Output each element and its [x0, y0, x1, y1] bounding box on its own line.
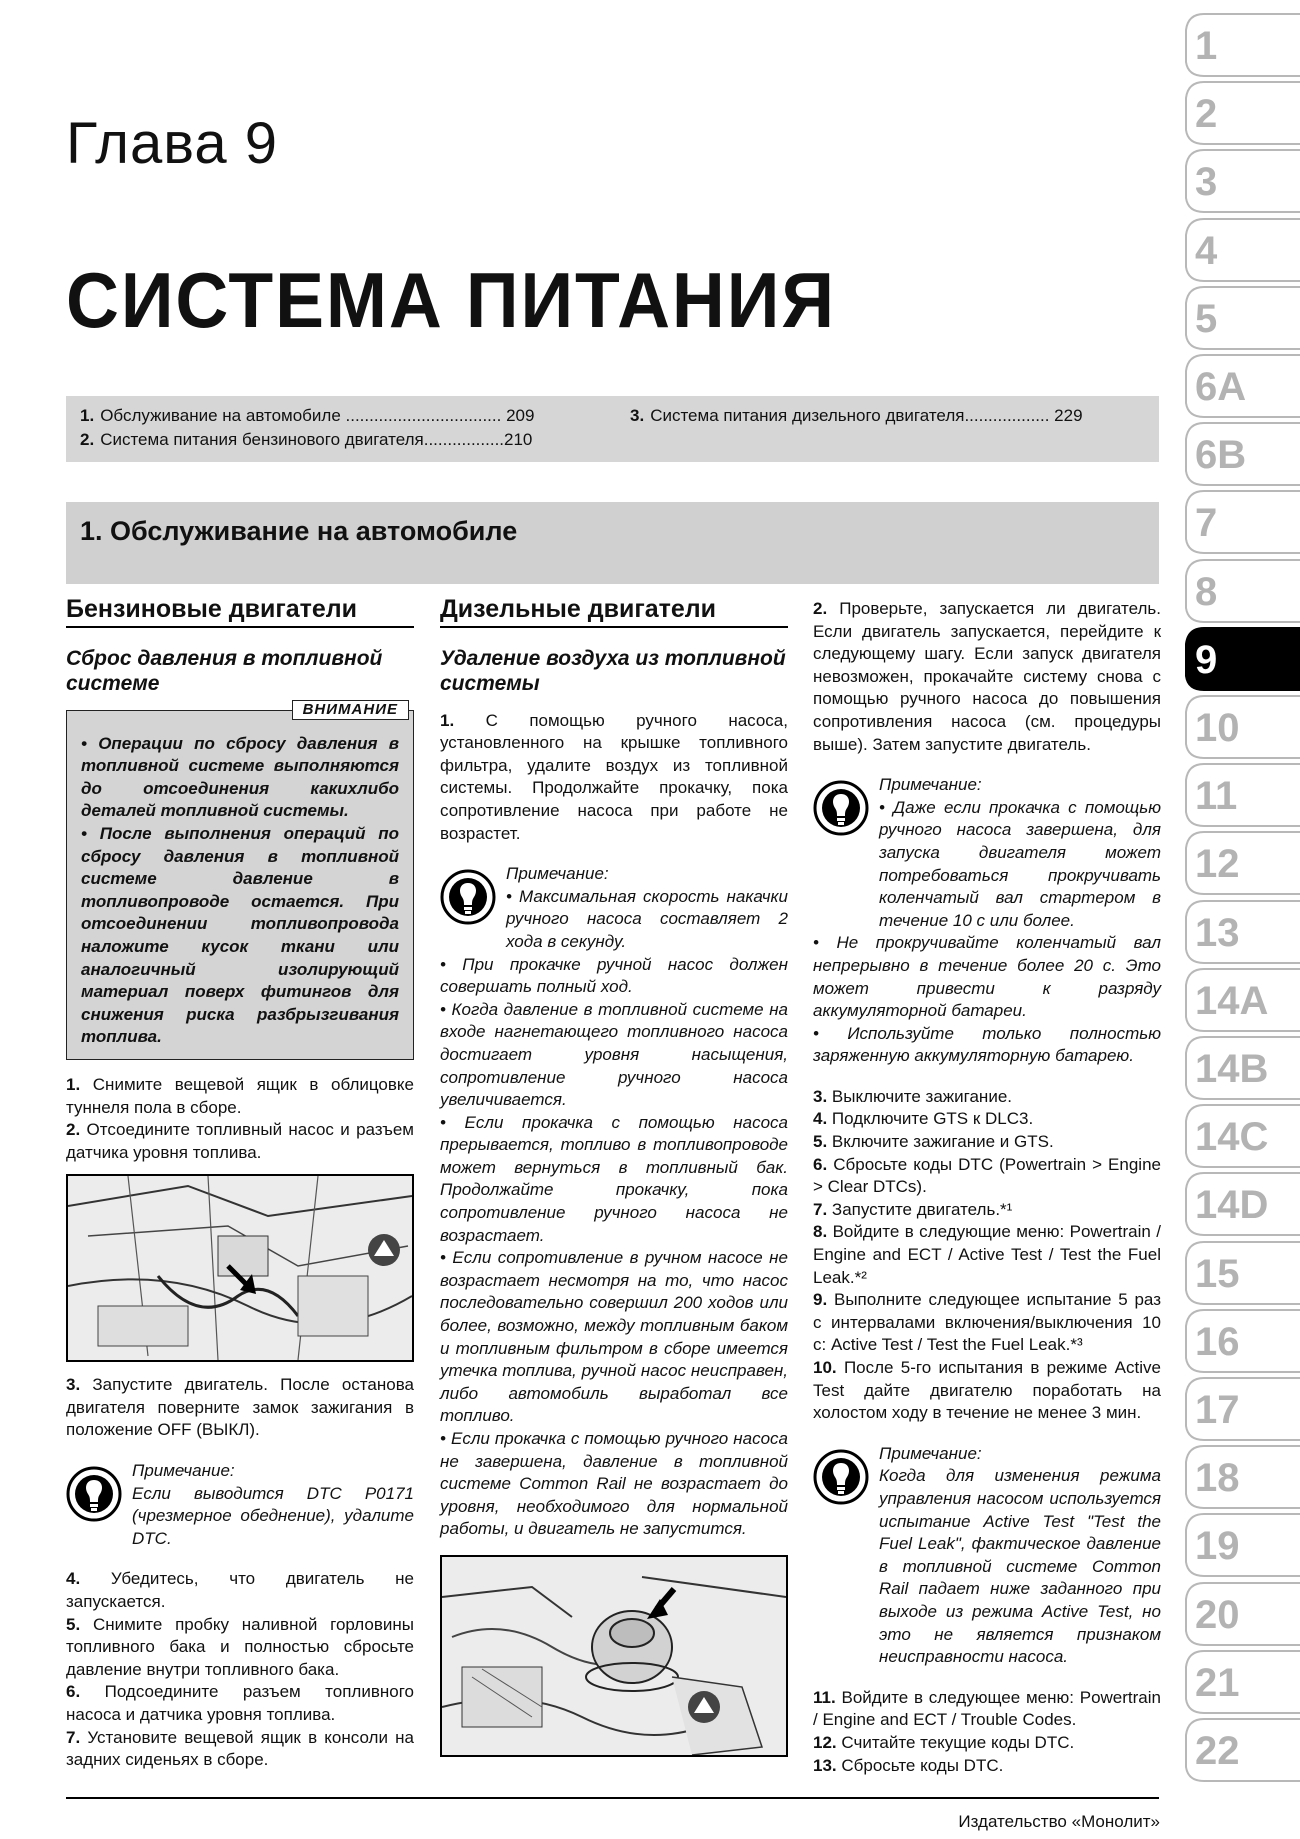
chapter-tab-5[interactable]	[1182, 285, 1300, 351]
step-text: Отсоедините топливный насос и разъем датчика уровня топлива.	[66, 1120, 414, 1162]
tab-label: 19	[1195, 1524, 1240, 1569]
chapter-tab-14b[interactable]	[1182, 1035, 1300, 1101]
column-diesel	[440, 595, 788, 1769]
toc-item-2[interactable]	[80, 430, 532, 450]
subheading: Удаление воздуха из топливной системы	[440, 646, 786, 695]
chapter-tab-19[interactable]	[1182, 1512, 1300, 1578]
tab-label: 4	[1195, 228, 1218, 273]
tab-label: 22	[1195, 1729, 1240, 1773]
step-text: Включите зажигание и GTS.	[831, 1132, 1054, 1152]
tab-label: 14A	[1195, 978, 1269, 1023]
note-continuation	[813, 932, 1161, 1068]
step-text: Войдите в следующее меню: Powertrain / Engine and ECT / Trouble Codes.	[813, 1687, 1161, 1730]
step-text: Подсоедините разъем топливного насоса и датчика уровня топлива.	[66, 1682, 414, 1724]
chapter-title: СИСТЕМА ПИТАНИЯ	[66, 256, 836, 344]
step-text: Выполните следующее испытание 5 раз с интервалами включения/выключения 10 с: Active Test / Test the Fuel Leak.*³	[813, 1290, 1161, 1355]
chapter-tab-10[interactable]	[1182, 694, 1300, 760]
tab-label: 20	[1195, 1592, 1240, 1637]
publisher-footer: Издательство «Монолит»	[958, 1812, 1160, 1831]
column-heading: Дизельные двигатели	[440, 598, 788, 628]
step-item: 3. Выключите зажигание.	[813, 1086, 1012, 1106]
chapter-tab-18[interactable]	[1182, 1444, 1300, 1510]
chapter-tab-11[interactable]	[1182, 762, 1300, 828]
note-heading: Примечание:	[879, 1443, 982, 1463]
toc-item-number: 1.	[80, 406, 95, 425]
tab-label: 14C	[1195, 1115, 1269, 1160]
note-heading: Примечание:	[879, 775, 982, 795]
chapter-tab-7[interactable]	[1182, 489, 1300, 555]
note-text: • Если прокачка с помощью насоса прерывается, топливо в топливопроводе может вернуться в топливный бак. Продолжайте прокачку, пока сопротивление ручного насоса не возрастает.	[440, 1112, 788, 1245]
tab-label: 21	[1195, 1660, 1240, 1705]
chapter-tab-2[interactable]	[1182, 80, 1300, 146]
note-text: Если выводится DTC P0171 (чрезмерное обеднение), удалите DTC.	[132, 1483, 414, 1548]
toc-item-1[interactable]	[80, 406, 534, 426]
tab-label: 17	[1195, 1388, 1240, 1432]
step-text: Сбросьте коды DTC.	[841, 1755, 1004, 1775]
engine-bay-illustration	[68, 1176, 412, 1360]
chapter-tab-12[interactable]	[1182, 830, 1300, 896]
tab-label: 16	[1195, 1319, 1240, 1364]
step-item: 7. Установите вещевой ящик в консоли на задних сиденьях в сборе.	[66, 1727, 414, 1770]
tab-label: 1	[1195, 24, 1218, 68]
step-item: 11. Войдите в следующее меню: Powertrain / Engine and ECT / Trouble Codes.	[813, 1687, 1161, 1730]
note-block	[440, 863, 788, 953]
note-text: • Даже если прокачка с помощью ручного насоса завершена, для запуска двигателя может потребоваться прокручивать коленчатый вал стартером в течение 10 с или более.	[879, 797, 1161, 930]
tab-label: 6A	[1195, 365, 1247, 409]
chapter-tab-14c[interactable]	[1182, 1103, 1300, 1169]
tab-label: 11	[1195, 774, 1238, 819]
note-heading: Примечание:	[506, 864, 609, 884]
tab-label: 14B	[1195, 1047, 1269, 1091]
note-text: • Не прокручивайте коленчатый вал непрерывно в течение более 20 с. Это может привести к разряду аккумуляторной батареи.	[813, 933, 1161, 1021]
step-text: Сбросьте коды DTC (Powertrain > Engine > Clear DTCs).	[813, 1154, 1161, 1197]
tab-label: 10	[1195, 706, 1240, 750]
tab-label: 18	[1195, 1456, 1240, 1501]
step-item: 3. Запустите двигатель. После останова двигателя поверните замок зажигания в положение OFF (ВЫКЛ).	[66, 1375, 414, 1440]
step-text: Подключите GTS к DLC3.	[831, 1109, 1034, 1129]
step-text: Убедитесь, что двигатель не запускается.	[66, 1569, 414, 1612]
chapter-tab-6b[interactable]	[1182, 421, 1300, 487]
step-text: Установите вещевой ящик в консоли на задних сиденьях в сборе.	[66, 1727, 414, 1770]
step-item: 13. Сбросьте коды DTC.	[813, 1755, 1004, 1775]
step-text: Проверьте, запускается ли двигатель. Если двигатель запускается, перейдите к следующему шагу. Если запуск двигателя невозможен, прокачайте систему снова с помощью ручного насоса до повышения сопротивления насоса (см. процедуры выше). Затем запустите двигатель.	[813, 599, 1161, 754]
note-text: Когда для изменения режима управления насосом используется испытание Active Test "Test the Fuel Leak", фактическое давление в топливной системе Common Rail падает ниже заданного при выходе из режима Active Test, но это не является признаком неисправности насоса.	[879, 1466, 1161, 1667]
chapter-tab-15[interactable]	[1182, 1240, 1300, 1306]
note-text: • Если сопротивление в ручном насосе не возрастает несмотря на то, что насос последовательно совершил 200 ходов или более, возможно, между топливным баком и топливным фильтром в сборе имеется утечка топлива, ручной насос неисправен, либо автомобиль выработал все топливо.	[440, 1248, 788, 1426]
tab-label: 12	[1195, 842, 1240, 887]
step-item: 1. С помощью ручного насоса, установленного на крышке топливного фильтра, удалите воздух из топливной системы. Продолжайте прокачку, пока сопротивление насоса при работе не возрастет.	[440, 710, 788, 843]
step-item: 4. Подключите GTS к DLC3.	[813, 1109, 1034, 1129]
step-item: 9. Выполните следующее испытание 5 раз с интервалами включения/выключения 10 с: Active Test / Test the Fuel Leak.*³	[813, 1290, 1161, 1355]
tab-label: 15	[1195, 1251, 1240, 1296]
step-item: 6. Подсоедините разъем топливного насоса и датчика уровня топлива.	[66, 1682, 414, 1724]
toc-item-text: Система питания бензинового двигателя.................210	[100, 430, 533, 449]
step-text: С помощью ручного насоса, установленного на крышке топливного фильтра, удалите воздух из топливной системы. Продолжайте прокачку, пока сопротивление насоса при работе не возрастет.	[440, 710, 788, 843]
step-item: 12. Считайте текущие коды DTC.	[813, 1732, 1075, 1752]
section-title: 1. Обслуживание на автомобиле	[80, 516, 518, 546]
tab-label: 14D	[1195, 1183, 1269, 1228]
tab-label: 9	[1195, 637, 1218, 682]
step-item: 4. Убедитесь, что двигатель не запускается.	[66, 1569, 414, 1612]
note-text: • Если прокачка с помощью ручного насоса не завершена, давление в топливной системе Common Rail не возрастает до уровня, необходимого для нормальной работы, и двигатель не запустится.	[440, 1429, 788, 1539]
step-text: Запустите двигатель.*¹	[831, 1199, 1013, 1219]
note-block	[813, 774, 1161, 932]
footer-rule	[66, 1797, 1159, 1799]
warning-paragraph: • Операции по сбросу давления в топливной системе выполняются до отсоединения какихлибо деталей топливной системы.	[81, 733, 399, 821]
toc-item-number: 2.	[80, 430, 95, 449]
note-text: • Используйте только полностью заряженную аккумуляторную батарею.	[813, 1023, 1161, 1066]
toc-item-text: Обслуживание на автомобиле ................................. 209	[100, 406, 535, 425]
chapter-tab-3[interactable]	[1182, 148, 1300, 214]
step-text: После 5-го испытания в режиме Active Test дайте двигателю поработать на холостом ходу в течение не менее 3 мин.	[813, 1358, 1161, 1423]
note-block	[813, 1443, 1161, 1669]
note-block	[66, 1460, 414, 1550]
step-item: 5. Включите зажигание и GTS.	[813, 1132, 1054, 1152]
lightbulb-icon	[440, 869, 496, 925]
step-item: 2. Проверьте, запускается ли двигатель. Если двигатель запускается, перейдите к следующему шагу. Если запуск двигателя невозможен, прокачайте систему снова с помощью ручного насоса до повышения сопротивления насоса (см. процедуры выше). Затем запустите двигатель.	[813, 599, 1161, 754]
step-item: 7. Запустите двигатель.*¹	[813, 1199, 1013, 1219]
step-item: 5. Снимите пробку наливной горловины топливного бака и полностью сбросьте давление внутри топливного бака.	[66, 1614, 414, 1679]
note-text: • Максимальная скорость накачки ручного насоса составляет 2 хода в секунду.	[506, 886, 788, 951]
chapter-tab-1[interactable]	[1182, 12, 1300, 78]
lightbulb-icon	[813, 780, 869, 836]
subheading: Сброс давления в топливной системе	[66, 646, 383, 695]
diesel-engine-illustration	[442, 1557, 786, 1755]
step-item: 6. Сбросьте коды DTC (Powertrain > Engine > Clear DTCs).	[813, 1154, 1161, 1197]
toc-item-text: Система питания дизельного двигателя.................. 229	[650, 406, 1083, 425]
step-text: Снимите вещевой ящик в облицовке туннеля пола в сборе.	[66, 1074, 414, 1117]
chapter-tab-9[interactable]	[1182, 626, 1300, 692]
note-continuation	[440, 954, 788, 1541]
tab-label: 13	[1195, 910, 1240, 955]
warning-label: ВНИМАНИЕ	[292, 700, 409, 720]
chapter-tab-13[interactable]	[1182, 899, 1300, 965]
column-petrol	[66, 595, 414, 1772]
table-of-contents	[66, 396, 1159, 462]
toc-item-number: 3.	[630, 406, 645, 425]
tab-label: 5	[1195, 296, 1218, 341]
chapter-tab-14d[interactable]	[1182, 1171, 1300, 1237]
tab-label: 8	[1195, 569, 1218, 614]
section-band	[66, 502, 1159, 584]
column-diesel-continued	[813, 598, 1161, 1777]
chapter-tab-21[interactable]	[1182, 1649, 1300, 1715]
step-text: Считайте текущие коды DTC.	[841, 1732, 1075, 1752]
chapter-tab-4[interactable]	[1182, 217, 1300, 283]
tab-label: 2	[1195, 92, 1218, 137]
tab-label: 6B	[1195, 433, 1247, 478]
step-item: 10. После 5-го испытания в режиме Active Test дайте двигателю поработать на холостом ходу в течение не менее 3 мин.	[813, 1358, 1161, 1423]
tab-label: 3	[1195, 160, 1218, 205]
chapter-number: Глава 9	[66, 111, 279, 176]
lightbulb-icon	[66, 1466, 122, 1522]
step-item: 2. Отсоедините топливный насос и разъем датчика уровня топлива.	[66, 1120, 414, 1162]
step-item: 1. Снимите вещевой ящик в облицовке туннеля пола в сборе.	[66, 1074, 414, 1117]
step-item: 8. Войдите в следующие меню: Powertrain / Engine and ECT / Active Test / Test the Fuel Leak.*²	[813, 1222, 1161, 1287]
chapter-tab-6a[interactable]	[1182, 353, 1300, 419]
tab-label: 7	[1195, 501, 1218, 546]
column-heading: Бензиновые двигатели	[66, 598, 414, 628]
chapter-tab-14a[interactable]	[1182, 967, 1300, 1033]
step-text: Войдите в следующие меню: Powertrain / Engine and ECT / Active Test / Test the Fuel Leak.*²	[813, 1222, 1161, 1287]
note-text: • Когда давление в топливной системе на входе нагнетающего топливного насоса достигает уровня насыщения, сопротивление ручного насоса увеличивается.	[440, 999, 788, 1110]
note-text: • При прокачке ручной насос должен совершать полный ход.	[440, 954, 788, 997]
step-text: Запустите двигатель. После останова двигателя поверните замок зажигания в положение OFF (ВЫКЛ).	[66, 1375, 414, 1440]
warning-paragraph: • После выполнения операций по сбросу давления в топливной системе давление в топливопроводе остается. При отсоединении топливопровода наложите кусок ткани или аналогичный изолирующий материал поверх фитингов для снижения риска разбрызгивания топлива.	[81, 823, 399, 1047]
chapter-tab-22[interactable]	[1182, 1717, 1300, 1783]
step-text: Снимите пробку наливной горловины топливного бака и полностью сбросьте давление внутри топливного бака.	[66, 1614, 414, 1679]
chapter-tab-16[interactable]	[1182, 1308, 1300, 1374]
figure-hand-pump	[440, 1555, 788, 1757]
chapter-tab-20[interactable]	[1182, 1581, 1300, 1647]
figure-fuel-pump-connector	[66, 1174, 414, 1362]
warning-box	[66, 700, 414, 1060]
chapter-tab-17[interactable]	[1182, 1376, 1300, 1442]
step-text: Выключите зажигание.	[831, 1086, 1012, 1106]
lightbulb-icon	[813, 1449, 869, 1505]
chapter-tab-8[interactable]	[1182, 558, 1300, 624]
note-heading: Примечание:	[132, 1461, 235, 1481]
toc-item-3[interactable]	[630, 406, 1083, 426]
